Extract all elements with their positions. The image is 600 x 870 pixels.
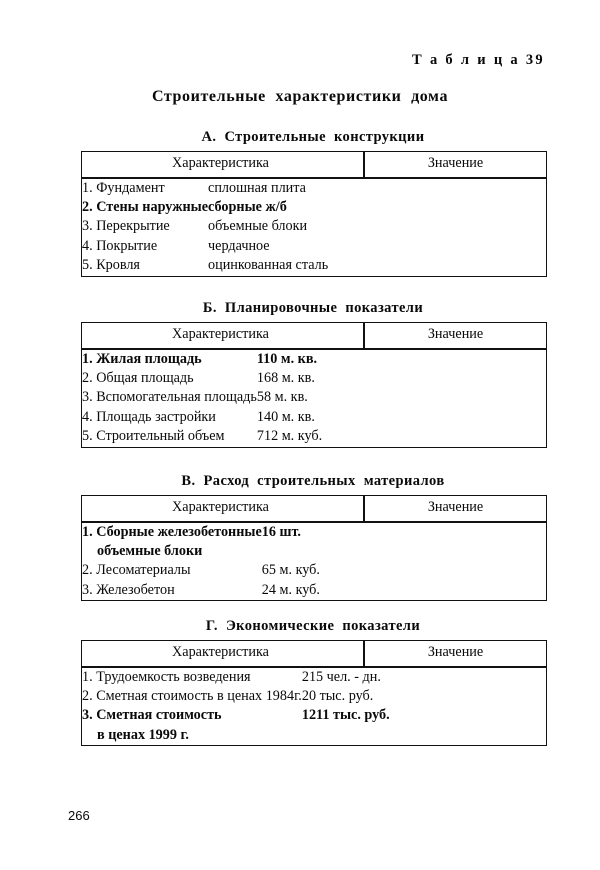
- section-g: [81, 617, 545, 746]
- table-cell-value: 24 м. куб.: [261, 581, 320, 598]
- table-row: 1. Жилая площадь: [82, 350, 202, 367]
- page-title: Строительные характеристики дома: [151, 88, 449, 105]
- table-row: 1. Трудоемкость возведения: [82, 668, 251, 685]
- table-number-heading: Т а б л и ц а 39: [412, 52, 545, 68]
- table-cell-value: сборные ж/б: [208, 198, 287, 215]
- table-cell-value: 65 м. куб.: [261, 562, 320, 579]
- table-row: 3. Сметная стоимость: [82, 707, 222, 724]
- table-v-values: [262, 523, 320, 601]
- table-cell-value: 58 м. кв.: [256, 389, 308, 406]
- page-number: 266: [68, 808, 90, 823]
- table-cell-value: сплошная плита: [208, 179, 306, 196]
- table-row: 3. Вспомогательная площадь: [82, 389, 257, 406]
- table-cell-value: объемные блоки: [208, 218, 308, 235]
- column-header-characteristic: Характеристика: [82, 496, 365, 520]
- table-row: 2. Общая площадь: [82, 369, 194, 386]
- table-row: 4. Площадь застройки: [82, 408, 216, 425]
- table-cell-value: 215 чел. - дн.: [301, 668, 381, 685]
- section-a-title: А. Строительные конструкции: [201, 129, 425, 145]
- table-cell-value: 20 тыс. руб.: [301, 687, 374, 704]
- column-header-characteristic: Характеристика: [82, 152, 365, 176]
- table-b-header-row: [82, 323, 546, 349]
- table-row: 5. Строительный объем: [82, 428, 225, 445]
- table-cell-value: 110 м. кв.: [256, 350, 318, 367]
- table-g-labels: [82, 668, 302, 746]
- table-row: 1. Сборные железобетонные: [82, 523, 262, 540]
- section-b-title: Б. Планировочные показатели: [202, 300, 424, 316]
- table-row-continuation: объемные блоки: [97, 542, 203, 559]
- column-header-value: Значение: [427, 644, 484, 661]
- section-v-title: В. Расход строительных материалов: [181, 473, 445, 489]
- table-a: [81, 151, 547, 276]
- column-header-value: Значение: [427, 499, 484, 516]
- table-g-body: [82, 668, 546, 746]
- column-header-characteristic: Характеристика: [82, 323, 365, 347]
- table-v: [81, 495, 547, 601]
- table-a-labels: [82, 179, 208, 276]
- table-row: 2. Стены наружные: [82, 198, 209, 215]
- column-header-value: Значение: [427, 155, 484, 172]
- section-b: [81, 299, 545, 448]
- table-cell-value: 168 м. кв.: [256, 369, 315, 386]
- column-header-characteristic: Характеристика: [82, 641, 365, 665]
- table-row: 5. Кровля: [82, 257, 140, 274]
- table-a-header-row: [82, 152, 546, 178]
- table-v-header-row: [82, 496, 546, 522]
- table-cell-value: чердачное: [208, 237, 270, 254]
- table-row: 3. Железобетон: [82, 581, 175, 598]
- table-b-body: [82, 350, 546, 447]
- table-cell-value: 140 м. кв.: [256, 408, 315, 425]
- table-row: 2. Лесоматериалы: [82, 562, 191, 579]
- table-row: 3. Перекрытие: [82, 218, 170, 235]
- table-b-values: [257, 350, 322, 447]
- section-g-title: Г. Экономические показатели: [205, 618, 421, 634]
- table-v-body: [82, 523, 546, 601]
- table-cell-value: 712 м. куб.: [256, 428, 323, 445]
- table-row: 4. Покрытие: [82, 237, 158, 254]
- section-a: [81, 128, 545, 277]
- table-b: [81, 322, 547, 447]
- table-g-header-row: [82, 641, 546, 667]
- table-cell-value: 1211 тыс. руб.: [301, 707, 390, 724]
- column-header-value: Значение: [427, 326, 484, 343]
- table-g: [81, 640, 547, 746]
- table-cell-value: 16 шт.: [261, 523, 301, 540]
- table-row: 2. Сметная стоимость в ценах 1984г.: [82, 687, 302, 704]
- table-row: 1. Фундамент: [82, 179, 165, 196]
- table-b-labels: [82, 350, 257, 447]
- table-v-labels: [82, 523, 262, 601]
- table-g-values: [302, 668, 390, 746]
- table-a-values: [208, 179, 328, 276]
- section-v: [81, 472, 545, 601]
- table-cell-value: оцинкованная сталь: [208, 257, 329, 274]
- table-a-body: [82, 179, 546, 276]
- table-row-continuation: в ценах 1999 г.: [97, 726, 189, 743]
